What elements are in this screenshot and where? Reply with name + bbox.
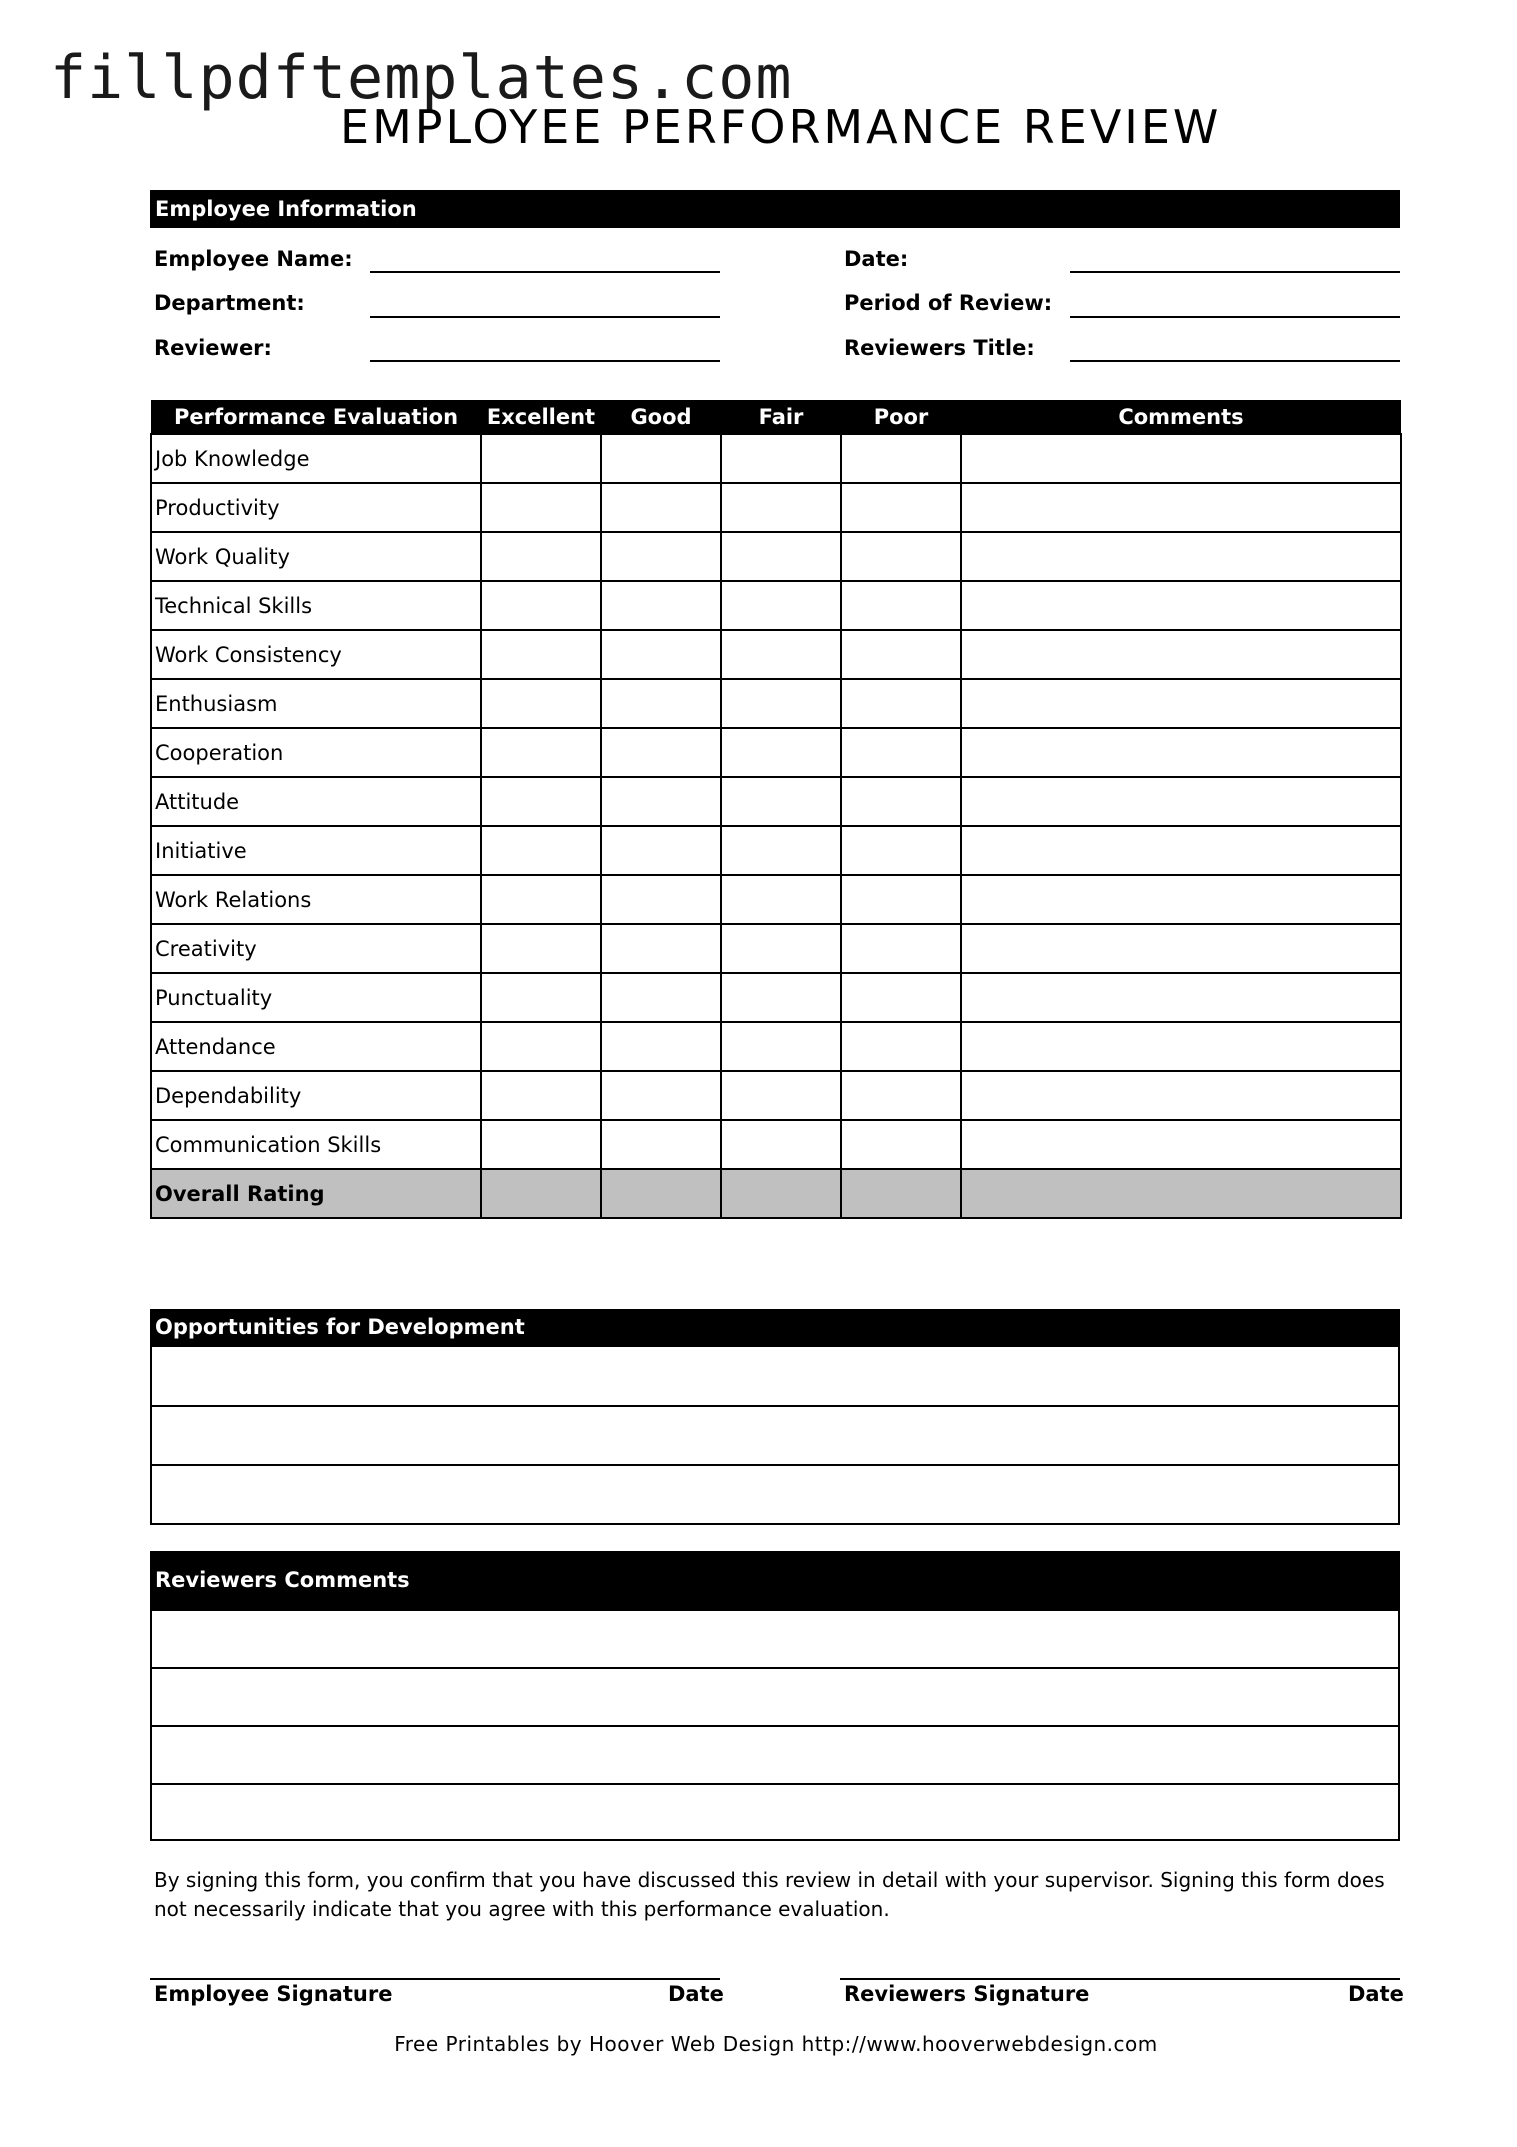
criterion-label: Enthusiasm bbox=[151, 679, 481, 728]
fair-rating-cell[interactable] bbox=[721, 483, 841, 532]
table-row bbox=[151, 630, 1401, 679]
criterion-label: Work Relations bbox=[151, 875, 481, 924]
reviewer-comment-line-3[interactable] bbox=[152, 1725, 1398, 1783]
reviewers-title-label: Reviewers Title: bbox=[844, 336, 1035, 360]
development-line-2[interactable] bbox=[152, 1405, 1398, 1464]
excellent-rating-cell[interactable] bbox=[481, 532, 601, 581]
reviewer-field[interactable] bbox=[370, 360, 720, 362]
reviewer-comment-line-2[interactable] bbox=[152, 1667, 1398, 1725]
criterion-label: Dependability bbox=[151, 1071, 481, 1120]
employee-name-field[interactable] bbox=[370, 271, 720, 273]
performance-evaluation-header: Performance Evaluation bbox=[151, 400, 481, 434]
comments-cell[interactable] bbox=[961, 728, 1401, 777]
poor-rating-cell[interactable] bbox=[841, 924, 961, 973]
comments-cell[interactable] bbox=[961, 483, 1401, 532]
reviewer-comments-box bbox=[150, 1609, 1400, 1841]
overall-rating-label: Overall Rating bbox=[151, 1169, 481, 1218]
fair-rating-cell[interactable] bbox=[721, 434, 841, 483]
poor-rating-cell[interactable] bbox=[841, 581, 961, 630]
good-rating-cell[interactable] bbox=[601, 581, 721, 630]
period-of-review-field[interactable] bbox=[1070, 316, 1400, 318]
fair-rating-cell[interactable] bbox=[721, 728, 841, 777]
reviewer-signature-label: Reviewers Signature bbox=[844, 1982, 1090, 2006]
table-row bbox=[151, 581, 1401, 630]
poor-rating-cell[interactable] bbox=[841, 434, 961, 483]
date-field[interactable] bbox=[1070, 271, 1400, 273]
fair-rating-cell[interactable] bbox=[721, 826, 841, 875]
table-row bbox=[151, 1120, 1401, 1169]
document-title: EMPLOYEE PERFORMANCE REVIEW bbox=[340, 100, 1222, 154]
reviewer-comments-header: Reviewers Comments bbox=[150, 1551, 1400, 1609]
poor-rating-cell[interactable] bbox=[841, 728, 961, 777]
good-header: Good bbox=[601, 400, 721, 434]
reviewer-label: Reviewer: bbox=[154, 336, 272, 360]
poor-rating-cell[interactable] bbox=[841, 875, 961, 924]
comments-cell[interactable] bbox=[961, 434, 1401, 483]
fair-rating-cell[interactable] bbox=[721, 630, 841, 679]
fair-rating-cell[interactable] bbox=[721, 777, 841, 826]
fair-rating-cell[interactable] bbox=[721, 532, 841, 581]
fair-rating-cell[interactable] bbox=[721, 679, 841, 728]
employee-date-label: Date bbox=[668, 1982, 724, 2006]
poor-rating-cell[interactable] bbox=[841, 483, 961, 532]
fair-rating-cell[interactable] bbox=[721, 924, 841, 973]
fair-rating-cell[interactable] bbox=[721, 1071, 841, 1120]
table-row bbox=[151, 826, 1401, 875]
fair-rating-cell[interactable] bbox=[721, 581, 841, 630]
fair-rating-cell[interactable] bbox=[721, 973, 841, 1022]
comments-cell[interactable] bbox=[961, 532, 1401, 581]
good-rating-cell[interactable] bbox=[601, 1071, 721, 1120]
table-row bbox=[151, 483, 1401, 532]
table-row bbox=[151, 1022, 1401, 1071]
excellent-rating-cell[interactable] bbox=[481, 630, 601, 679]
department-field[interactable] bbox=[370, 316, 720, 318]
excellent-rating-cell[interactable] bbox=[481, 1022, 601, 1071]
good-rating-cell[interactable] bbox=[601, 1169, 721, 1218]
excellent-rating-cell[interactable] bbox=[481, 777, 601, 826]
criterion-label: Work Quality bbox=[151, 532, 481, 581]
criterion-label: Attendance bbox=[151, 1022, 481, 1071]
good-rating-cell[interactable] bbox=[601, 630, 721, 679]
excellent-rating-cell[interactable] bbox=[481, 1120, 601, 1169]
table-header-row bbox=[151, 400, 1401, 434]
good-rating-cell[interactable] bbox=[601, 483, 721, 532]
criterion-label: Job Knowledge bbox=[151, 434, 481, 483]
excellent-rating-cell[interactable] bbox=[481, 826, 601, 875]
employee-signature-line[interactable] bbox=[150, 1978, 720, 1980]
good-rating-cell[interactable] bbox=[601, 973, 721, 1022]
footer-text: Free Printables by Hoover Web Design http://www.hooverwebdesign.com bbox=[394, 2032, 1158, 2056]
fair-rating-cell[interactable] bbox=[721, 1120, 841, 1169]
poor-rating-cell[interactable] bbox=[841, 826, 961, 875]
fair-rating-cell[interactable] bbox=[721, 1169, 841, 1218]
comments-cell[interactable] bbox=[961, 973, 1401, 1022]
reviewer-comment-line-1[interactable] bbox=[152, 1609, 1398, 1667]
poor-rating-cell[interactable] bbox=[841, 679, 961, 728]
poor-rating-cell[interactable] bbox=[841, 630, 961, 679]
excellent-rating-cell[interactable] bbox=[481, 875, 601, 924]
criterion-label: Attitude bbox=[151, 777, 481, 826]
good-rating-cell[interactable] bbox=[601, 1120, 721, 1169]
table-row bbox=[151, 532, 1401, 581]
comments-cell[interactable] bbox=[961, 1071, 1401, 1120]
table-row bbox=[151, 434, 1401, 483]
criterion-label: Cooperation bbox=[151, 728, 481, 777]
table-row bbox=[151, 728, 1401, 777]
comments-cell[interactable] bbox=[961, 1120, 1401, 1169]
table-row bbox=[151, 679, 1401, 728]
performance-evaluation-table bbox=[150, 400, 1402, 1219]
development-box bbox=[150, 1345, 1400, 1525]
date-label: Date: bbox=[844, 247, 909, 271]
good-rating-cell[interactable] bbox=[601, 826, 721, 875]
table-row bbox=[151, 777, 1401, 826]
table-row bbox=[151, 924, 1401, 973]
good-rating-cell[interactable] bbox=[601, 434, 721, 483]
comments-cell[interactable] bbox=[961, 679, 1401, 728]
fair-rating-cell[interactable] bbox=[721, 875, 841, 924]
comments-cell[interactable] bbox=[961, 581, 1401, 630]
reviewer-comment-line-4[interactable] bbox=[152, 1783, 1398, 1839]
fair-header: Fair bbox=[721, 400, 841, 434]
comments-cell[interactable] bbox=[961, 875, 1401, 924]
good-rating-cell[interactable] bbox=[601, 875, 721, 924]
excellent-rating-cell[interactable] bbox=[481, 1169, 601, 1218]
poor-rating-cell[interactable] bbox=[841, 777, 961, 826]
comments-header: Comments bbox=[961, 400, 1401, 434]
comments-cell[interactable] bbox=[961, 1169, 1401, 1218]
good-rating-cell[interactable] bbox=[601, 532, 721, 581]
employee-info-header: Employee Information bbox=[150, 190, 1400, 228]
poor-rating-cell[interactable] bbox=[841, 1022, 961, 1071]
excellent-rating-cell[interactable] bbox=[481, 483, 601, 532]
comments-cell[interactable] bbox=[961, 1022, 1401, 1071]
department-label: Department: bbox=[154, 291, 305, 315]
table-row bbox=[151, 875, 1401, 924]
good-rating-cell[interactable] bbox=[601, 924, 721, 973]
criterion-label: Technical Skills bbox=[151, 581, 481, 630]
fair-rating-cell[interactable] bbox=[721, 1022, 841, 1071]
reviewer-date-label: Date bbox=[1348, 1982, 1404, 2006]
good-rating-cell[interactable] bbox=[601, 679, 721, 728]
comments-cell[interactable] bbox=[961, 924, 1401, 973]
period-of-review-label: Period of Review: bbox=[844, 291, 1053, 315]
poor-rating-cell[interactable] bbox=[841, 1120, 961, 1169]
good-rating-cell[interactable] bbox=[601, 1022, 721, 1071]
excellent-rating-cell[interactable] bbox=[481, 679, 601, 728]
employee-signature-label: Employee Signature bbox=[154, 1982, 393, 2006]
development-line-1[interactable] bbox=[152, 1345, 1398, 1405]
criterion-label: Work Consistency bbox=[151, 630, 481, 679]
poor-header: Poor bbox=[841, 400, 961, 434]
employee-name-label: Employee Name: bbox=[154, 247, 353, 271]
watermark: fillpdftemplates.com bbox=[50, 43, 793, 113]
poor-rating-cell[interactable] bbox=[841, 1169, 961, 1218]
excellent-rating-cell[interactable] bbox=[481, 728, 601, 777]
development-header: Opportunities for Development bbox=[150, 1309, 1400, 1345]
excellent-rating-cell[interactable] bbox=[481, 973, 601, 1022]
excellent-rating-cell[interactable] bbox=[481, 924, 601, 973]
comments-cell[interactable] bbox=[961, 777, 1401, 826]
criterion-label: Initiative bbox=[151, 826, 481, 875]
development-line-3[interactable] bbox=[152, 1464, 1398, 1523]
table-row bbox=[151, 973, 1401, 1022]
reviewer-signature-line[interactable] bbox=[840, 1978, 1400, 1980]
table-row bbox=[151, 1071, 1401, 1120]
criterion-label: Punctuality bbox=[151, 973, 481, 1022]
overall-rating-row bbox=[151, 1169, 1401, 1218]
poor-rating-cell[interactable] bbox=[841, 973, 961, 1022]
poor-rating-cell[interactable] bbox=[841, 532, 961, 581]
disclaimer-text: By signing this form, you confirm that you have discussed this review in detail with your supervisor. Signing this form does not necessarily indicate that you agree with this performance evaluation. bbox=[154, 1868, 1385, 1921]
comments-cell[interactable] bbox=[961, 630, 1401, 679]
good-rating-cell[interactable] bbox=[601, 728, 721, 777]
criterion-label: Productivity bbox=[151, 483, 481, 532]
excellent-header: Excellent bbox=[481, 400, 601, 434]
excellent-rating-cell[interactable] bbox=[481, 434, 601, 483]
reviewers-title-field[interactable] bbox=[1070, 360, 1400, 362]
good-rating-cell[interactable] bbox=[601, 777, 721, 826]
excellent-rating-cell[interactable] bbox=[481, 581, 601, 630]
excellent-rating-cell[interactable] bbox=[481, 1071, 601, 1120]
criterion-label: Communication Skills bbox=[151, 1120, 481, 1169]
criterion-label: Creativity bbox=[151, 924, 481, 973]
comments-cell[interactable] bbox=[961, 826, 1401, 875]
poor-rating-cell[interactable] bbox=[841, 1071, 961, 1120]
